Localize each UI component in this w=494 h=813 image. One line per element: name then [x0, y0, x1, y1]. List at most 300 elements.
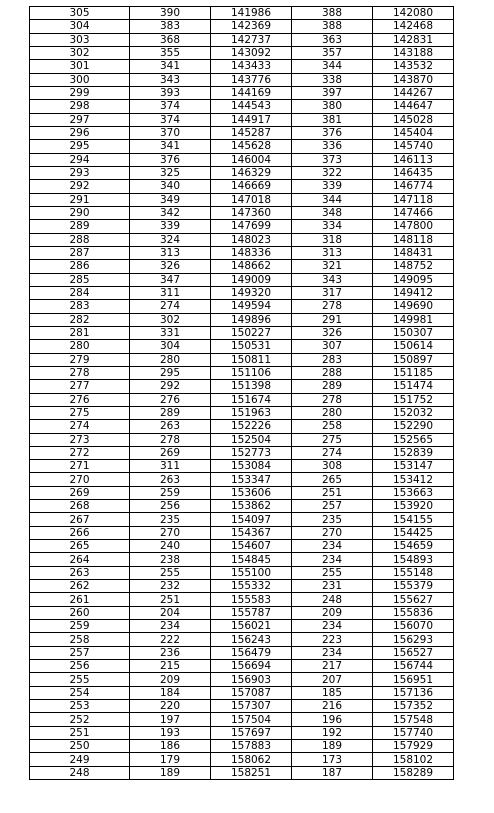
cumulative-b-cell: 158289 [373, 766, 454, 779]
count-a-cell: 280 [130, 353, 211, 366]
count-b-cell: 336 [292, 140, 373, 153]
cumulative-b-cell: 155148 [373, 566, 454, 579]
score-cell: 254 [30, 686, 130, 699]
table-row [30, 20, 454, 33]
cumulative-a-cell: 145628 [211, 140, 292, 153]
score-cell: 305 [30, 7, 130, 20]
cumulative-b-cell: 148752 [373, 260, 454, 273]
count-a-cell: 339 [130, 220, 211, 233]
table-row [30, 340, 454, 353]
count-b-cell: 274 [292, 446, 373, 459]
cumulative-a-cell: 155100 [211, 566, 292, 579]
score-cell: 301 [30, 60, 130, 73]
score-cell: 300 [30, 73, 130, 86]
table-row [30, 7, 454, 20]
cumulative-b-cell: 155627 [373, 593, 454, 606]
table-row [30, 73, 454, 86]
count-a-cell: 204 [130, 606, 211, 619]
cumulative-b-cell: 148118 [373, 233, 454, 246]
cumulative-b-cell: 143532 [373, 60, 454, 73]
count-b-cell: 187 [292, 766, 373, 779]
table-row [30, 193, 454, 206]
cumulative-b-cell: 152032 [373, 406, 454, 419]
score-cell: 274 [30, 420, 130, 433]
cumulative-b-cell: 156070 [373, 620, 454, 633]
count-b-cell: 318 [292, 233, 373, 246]
score-cell: 269 [30, 486, 130, 499]
cumulative-a-cell: 152773 [211, 446, 292, 459]
cumulative-a-cell: 142737 [211, 33, 292, 46]
cumulative-a-cell: 148336 [211, 246, 292, 259]
table-row [30, 540, 454, 553]
count-b-cell: 173 [292, 753, 373, 766]
cumulative-b-cell: 154425 [373, 526, 454, 539]
count-a-cell: 304 [130, 340, 211, 353]
cumulative-a-cell: 143433 [211, 60, 292, 73]
count-b-cell: 251 [292, 486, 373, 499]
count-b-cell: 278 [292, 393, 373, 406]
table-row [30, 580, 454, 593]
count-a-cell: 374 [130, 100, 211, 113]
table-row [30, 326, 454, 339]
cumulative-a-cell: 152504 [211, 433, 292, 446]
cumulative-a-cell: 148023 [211, 233, 292, 246]
score-cell: 260 [30, 606, 130, 619]
cumulative-b-cell: 145404 [373, 126, 454, 139]
cumulative-a-cell: 154607 [211, 540, 292, 553]
cumulative-b-cell: 153412 [373, 473, 454, 486]
score-cell: 262 [30, 580, 130, 593]
cumulative-a-cell: 151106 [211, 366, 292, 379]
count-a-cell: 232 [130, 580, 211, 593]
count-b-cell: 291 [292, 313, 373, 326]
count-b-cell: 308 [292, 460, 373, 473]
count-b-cell: 317 [292, 286, 373, 299]
score-cell: 295 [30, 140, 130, 153]
count-a-cell: 251 [130, 593, 211, 606]
score-cell: 297 [30, 113, 130, 126]
cumulative-a-cell: 153347 [211, 473, 292, 486]
count-b-cell: 313 [292, 246, 373, 259]
count-b-cell: 209 [292, 606, 373, 619]
count-b-cell: 397 [292, 86, 373, 99]
count-b-cell: 223 [292, 633, 373, 646]
cumulative-b-cell: 151474 [373, 380, 454, 393]
table-row [30, 220, 454, 233]
cumulative-b-cell: 150614 [373, 340, 454, 353]
score-cell: 302 [30, 46, 130, 59]
cumulative-b-cell: 151185 [373, 366, 454, 379]
count-b-cell: 339 [292, 180, 373, 193]
count-a-cell: 311 [130, 460, 211, 473]
score-cell: 288 [30, 233, 130, 246]
table-row [30, 513, 454, 526]
score-cell: 253 [30, 700, 130, 713]
count-a-cell: 186 [130, 740, 211, 753]
cumulative-a-cell: 144543 [211, 100, 292, 113]
score-table-body [30, 7, 454, 780]
count-b-cell: 235 [292, 513, 373, 526]
count-a-cell: 255 [130, 566, 211, 579]
table-row [30, 33, 454, 46]
table-row [30, 126, 454, 139]
cumulative-b-cell: 148431 [373, 246, 454, 259]
count-a-cell: 326 [130, 260, 211, 273]
cumulative-b-cell: 147800 [373, 220, 454, 233]
count-a-cell: 355 [130, 46, 211, 59]
cumulative-b-cell: 154659 [373, 540, 454, 553]
table-row [30, 313, 454, 326]
count-a-cell: 259 [130, 486, 211, 499]
count-a-cell: 193 [130, 726, 211, 739]
cumulative-a-cell: 149009 [211, 273, 292, 286]
cumulative-a-cell: 153862 [211, 500, 292, 513]
cumulative-a-cell: 156903 [211, 673, 292, 686]
count-b-cell: 234 [292, 646, 373, 659]
count-b-cell: 283 [292, 353, 373, 366]
cumulative-b-cell: 156293 [373, 633, 454, 646]
count-b-cell: 234 [292, 553, 373, 566]
score-cell: 280 [30, 340, 130, 353]
cumulative-a-cell: 157087 [211, 686, 292, 699]
count-b-cell: 388 [292, 7, 373, 20]
score-cell: 273 [30, 433, 130, 446]
cumulative-b-cell: 150897 [373, 353, 454, 366]
count-b-cell: 376 [292, 126, 373, 139]
count-a-cell: 238 [130, 553, 211, 566]
table-row [30, 166, 454, 179]
cumulative-a-cell: 150531 [211, 340, 292, 353]
cumulative-b-cell: 146774 [373, 180, 454, 193]
score-cell: 263 [30, 566, 130, 579]
count-a-cell: 324 [130, 233, 211, 246]
cumulative-b-cell: 149412 [373, 286, 454, 299]
table-row [30, 446, 454, 459]
score-cell: 296 [30, 126, 130, 139]
table-row [30, 620, 454, 633]
table-row [30, 246, 454, 259]
score-cell: 291 [30, 193, 130, 206]
count-a-cell: 263 [130, 473, 211, 486]
cumulative-a-cell: 154097 [211, 513, 292, 526]
cumulative-a-cell: 154845 [211, 553, 292, 566]
table-row [30, 593, 454, 606]
score-cell: 249 [30, 753, 130, 766]
count-b-cell: 321 [292, 260, 373, 273]
score-cell: 265 [30, 540, 130, 553]
table-row [30, 633, 454, 646]
count-b-cell: 280 [292, 406, 373, 419]
count-a-cell: 179 [130, 753, 211, 766]
table-row [30, 433, 454, 446]
table-row [30, 713, 454, 726]
count-a-cell: 220 [130, 700, 211, 713]
count-a-cell: 368 [130, 33, 211, 46]
count-a-cell: 256 [130, 500, 211, 513]
table-row [30, 113, 454, 126]
table-row [30, 766, 454, 779]
table-row [30, 353, 454, 366]
cumulative-b-cell: 156951 [373, 673, 454, 686]
score-cell: 272 [30, 446, 130, 459]
score-cell: 303 [30, 33, 130, 46]
score-cell: 304 [30, 20, 130, 33]
cumulative-b-cell: 157929 [373, 740, 454, 753]
cumulative-a-cell: 158251 [211, 766, 292, 779]
count-a-cell: 341 [130, 140, 211, 153]
count-b-cell: 192 [292, 726, 373, 739]
score-cell: 282 [30, 313, 130, 326]
score-cell: 285 [30, 273, 130, 286]
score-cell: 255 [30, 673, 130, 686]
count-b-cell: 216 [292, 700, 373, 713]
cumulative-b-cell: 147118 [373, 193, 454, 206]
score-cell: 286 [30, 260, 130, 273]
cumulative-b-cell: 153663 [373, 486, 454, 499]
cumulative-b-cell: 142080 [373, 7, 454, 20]
table-row [30, 500, 454, 513]
count-b-cell: 207 [292, 673, 373, 686]
count-b-cell: 289 [292, 380, 373, 393]
score-cell: 277 [30, 380, 130, 393]
score-cell: 268 [30, 500, 130, 513]
table-row [30, 300, 454, 313]
cumulative-b-cell: 158102 [373, 753, 454, 766]
cumulative-b-cell: 142468 [373, 20, 454, 33]
table-row [30, 726, 454, 739]
cumulative-a-cell: 150811 [211, 353, 292, 366]
cumulative-a-cell: 157883 [211, 740, 292, 753]
count-a-cell: 393 [130, 86, 211, 99]
cumulative-a-cell: 144917 [211, 113, 292, 126]
cumulative-a-cell: 143092 [211, 46, 292, 59]
cumulative-b-cell: 155379 [373, 580, 454, 593]
cumulative-b-cell: 146435 [373, 166, 454, 179]
table-row [30, 60, 454, 73]
cumulative-b-cell: 143870 [373, 73, 454, 86]
cumulative-b-cell: 142831 [373, 33, 454, 46]
table-row [30, 606, 454, 619]
count-a-cell: 276 [130, 393, 211, 406]
cumulative-a-cell: 144169 [211, 86, 292, 99]
count-b-cell: 185 [292, 686, 373, 699]
cumulative-a-cell: 155787 [211, 606, 292, 619]
cumulative-b-cell: 156527 [373, 646, 454, 659]
count-b-cell: 344 [292, 193, 373, 206]
count-b-cell: 231 [292, 580, 373, 593]
count-a-cell: 270 [130, 526, 211, 539]
cumulative-a-cell: 153606 [211, 486, 292, 499]
cumulative-a-cell: 153084 [211, 460, 292, 473]
cumulative-b-cell: 156744 [373, 660, 454, 673]
score-cell: 287 [30, 246, 130, 259]
table-row [30, 153, 454, 166]
count-b-cell: 307 [292, 340, 373, 353]
count-a-cell: 234 [130, 620, 211, 633]
score-cell: 258 [30, 633, 130, 646]
count-b-cell: 278 [292, 300, 373, 313]
table-row [30, 486, 454, 499]
count-b-cell: 257 [292, 500, 373, 513]
cumulative-b-cell: 143188 [373, 46, 454, 59]
score-cell: 270 [30, 473, 130, 486]
table-row [30, 180, 454, 193]
score-cell: 267 [30, 513, 130, 526]
cumulative-a-cell: 148662 [211, 260, 292, 273]
cumulative-b-cell: 145740 [373, 140, 454, 153]
score-cell: 257 [30, 646, 130, 659]
cumulative-a-cell: 143776 [211, 73, 292, 86]
score-cell: 252 [30, 713, 130, 726]
cumulative-a-cell: 157504 [211, 713, 292, 726]
score-cell: 259 [30, 620, 130, 633]
table-row [30, 740, 454, 753]
table-row [30, 420, 454, 433]
cumulative-b-cell: 152839 [373, 446, 454, 459]
count-a-cell: 340 [130, 180, 211, 193]
cumulative-a-cell: 156021 [211, 620, 292, 633]
score-cell: 290 [30, 206, 130, 219]
cumulative-a-cell: 158062 [211, 753, 292, 766]
cumulative-a-cell: 155583 [211, 593, 292, 606]
table-row [30, 660, 454, 673]
count-b-cell: 373 [292, 153, 373, 166]
cumulative-b-cell: 154155 [373, 513, 454, 526]
score-cell: 251 [30, 726, 130, 739]
count-a-cell: 295 [130, 366, 211, 379]
count-b-cell: 288 [292, 366, 373, 379]
count-a-cell: 325 [130, 166, 211, 179]
score-cell: 281 [30, 326, 130, 339]
cumulative-a-cell: 147018 [211, 193, 292, 206]
score-cell: 275 [30, 406, 130, 419]
count-b-cell: 326 [292, 326, 373, 339]
score-cell: 292 [30, 180, 130, 193]
table-row [30, 700, 454, 713]
score-table [29, 6, 454, 780]
cumulative-a-cell: 147699 [211, 220, 292, 233]
cumulative-b-cell: 155836 [373, 606, 454, 619]
cumulative-a-cell: 156479 [211, 646, 292, 659]
cumulative-a-cell: 151398 [211, 380, 292, 393]
count-a-cell: 311 [130, 286, 211, 299]
table-row [30, 753, 454, 766]
count-a-cell: 240 [130, 540, 211, 553]
cumulative-b-cell: 149095 [373, 273, 454, 286]
count-b-cell: 248 [292, 593, 373, 606]
table-row [30, 46, 454, 59]
cumulative-a-cell: 146004 [211, 153, 292, 166]
cumulative-a-cell: 154367 [211, 526, 292, 539]
table-row [30, 473, 454, 486]
cumulative-b-cell: 153920 [373, 500, 454, 513]
score-cell: 289 [30, 220, 130, 233]
score-cell: 271 [30, 460, 130, 473]
table-row [30, 206, 454, 219]
score-cell: 250 [30, 740, 130, 753]
table-row [30, 406, 454, 419]
score-cell: 284 [30, 286, 130, 299]
count-b-cell: 217 [292, 660, 373, 673]
cumulative-a-cell: 151963 [211, 406, 292, 419]
table-row [30, 273, 454, 286]
count-b-cell: 381 [292, 113, 373, 126]
cumulative-b-cell: 149981 [373, 313, 454, 326]
count-a-cell: 342 [130, 206, 211, 219]
cumulative-a-cell: 149594 [211, 300, 292, 313]
cumulative-b-cell: 157548 [373, 713, 454, 726]
table-row [30, 566, 454, 579]
count-a-cell: 278 [130, 433, 211, 446]
count-a-cell: 331 [130, 326, 211, 339]
count-b-cell: 348 [292, 206, 373, 219]
cumulative-a-cell: 156694 [211, 660, 292, 673]
cumulative-b-cell: 147466 [373, 206, 454, 219]
score-cell: 299 [30, 86, 130, 99]
count-b-cell: 196 [292, 713, 373, 726]
count-a-cell: 302 [130, 313, 211, 326]
table-row [30, 686, 454, 699]
cumulative-b-cell: 157740 [373, 726, 454, 739]
count-b-cell: 343 [292, 273, 373, 286]
count-b-cell: 388 [292, 20, 373, 33]
count-a-cell: 269 [130, 446, 211, 459]
cumulative-a-cell: 145287 [211, 126, 292, 139]
count-a-cell: 383 [130, 20, 211, 33]
table-row [30, 526, 454, 539]
cumulative-a-cell: 146669 [211, 180, 292, 193]
table-row [30, 286, 454, 299]
count-a-cell: 292 [130, 380, 211, 393]
cumulative-a-cell: 149320 [211, 286, 292, 299]
cumulative-b-cell: 146113 [373, 153, 454, 166]
score-cell: 279 [30, 353, 130, 366]
count-a-cell: 197 [130, 713, 211, 726]
table-row [30, 260, 454, 273]
cumulative-b-cell: 154893 [373, 553, 454, 566]
count-a-cell: 376 [130, 153, 211, 166]
table-row [30, 393, 454, 406]
count-b-cell: 234 [292, 620, 373, 633]
cumulative-b-cell: 153147 [373, 460, 454, 473]
cumulative-b-cell: 149690 [373, 300, 454, 313]
table-row [30, 100, 454, 113]
count-b-cell: 357 [292, 46, 373, 59]
count-a-cell: 209 [130, 673, 211, 686]
count-a-cell: 184 [130, 686, 211, 699]
table-row [30, 380, 454, 393]
score-cell: 298 [30, 100, 130, 113]
cumulative-a-cell: 157697 [211, 726, 292, 739]
count-b-cell: 344 [292, 60, 373, 73]
count-b-cell: 270 [292, 526, 373, 539]
cumulative-b-cell: 152290 [373, 420, 454, 433]
cumulative-b-cell: 144647 [373, 100, 454, 113]
count-a-cell: 341 [130, 60, 211, 73]
score-cell: 266 [30, 526, 130, 539]
count-b-cell: 258 [292, 420, 373, 433]
score-cell: 278 [30, 366, 130, 379]
count-b-cell: 322 [292, 166, 373, 179]
count-b-cell: 189 [292, 740, 373, 753]
table-row [30, 646, 454, 659]
count-a-cell: 263 [130, 420, 211, 433]
table-row [30, 553, 454, 566]
score-cell: 293 [30, 166, 130, 179]
cumulative-a-cell: 147360 [211, 206, 292, 219]
score-cell: 294 [30, 153, 130, 166]
count-a-cell: 289 [130, 406, 211, 419]
